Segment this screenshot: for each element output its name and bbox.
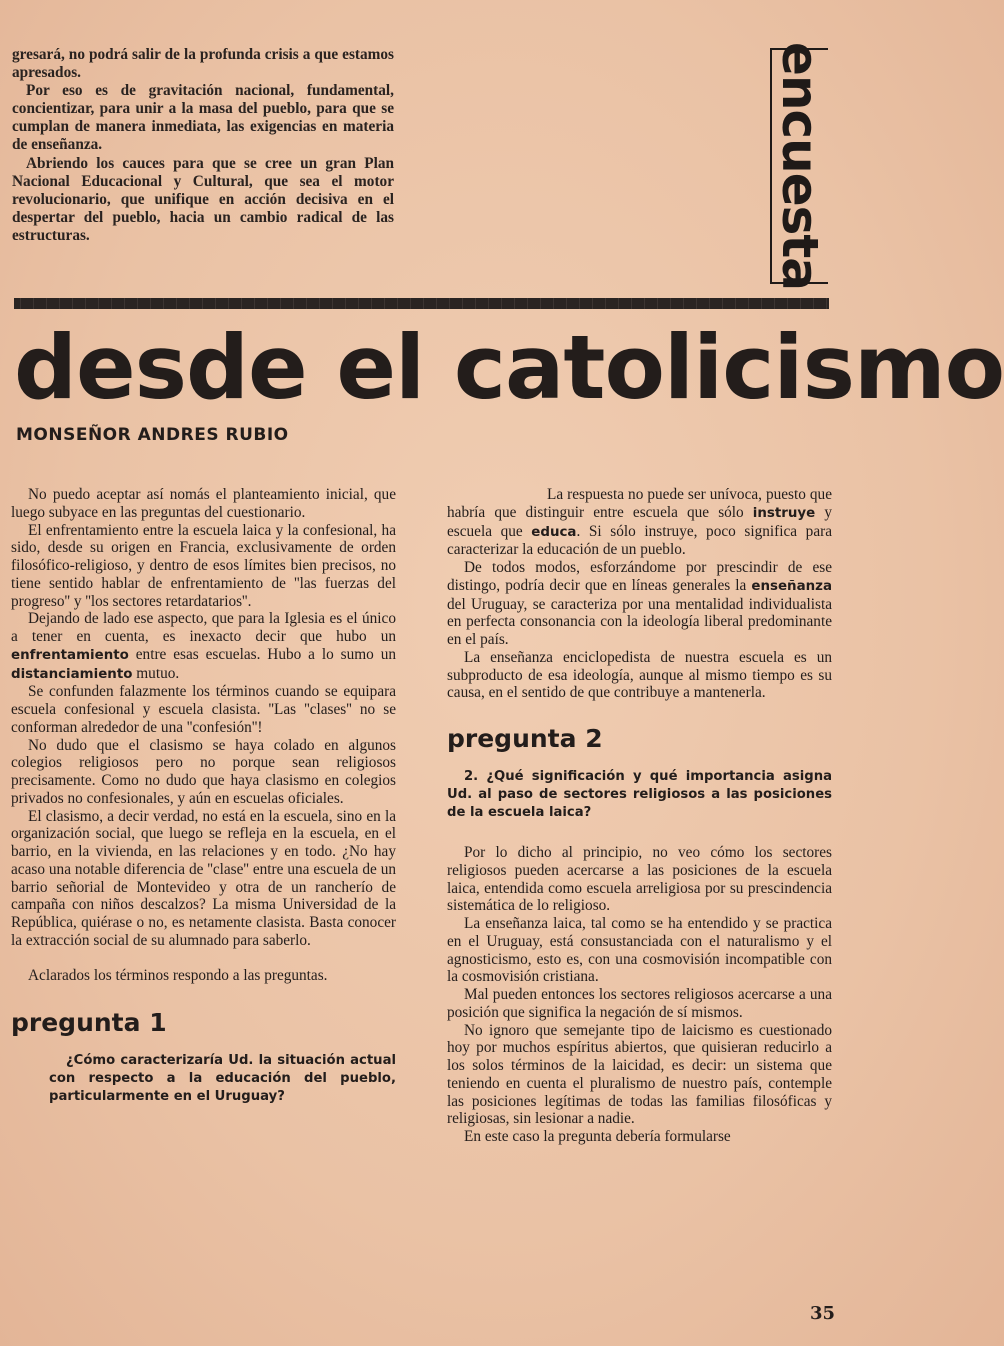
paragraph: Se confunden falazmente los términos cuando se equipara escuela confesional y escuela clasista. ''Las ''clases'' no se conforman alrededor de una ''confesión''!	[11, 683, 396, 736]
paragraph: gresará, no podrá salir de la profunda crisis a que estamos apresados.	[12, 46, 394, 82]
emphasis: enseñanza	[751, 578, 832, 594]
paragraph: El enfrentamiento entre la escuela laica y la confesional, ha sido, desde su origen en Francia, exclusivamente de orden filosófico-religioso, y dentro de esos límites bien precisos, no tiene sentido hablar de enfrentamiento de ''las fuerzas del progreso'' y ''los sectores retardatarios''.	[11, 521, 396, 610]
continued-article-text	[12, 46, 394, 245]
paragraph: Mal pueden entonces los sectores religiosos acercarse a una posición que significa la negación de sí mismos.	[447, 986, 832, 1021]
paragraph: No dudo que el clasismo se haya colado en algunos colegios religiosos pero no porque sean religiosos precisamente. Como no dudo que haya clasismo en colegios privados no confesionales, y aún en escuelas oficiales.	[11, 736, 396, 807]
question-heading: pregunta 1	[11, 1008, 167, 1038]
article-headline: desde el catolicismo	[14, 316, 1004, 419]
left-column	[11, 486, 396, 1106]
paragraph: Por lo dicho al principio, no veo cómo los sectores religiosos pueden acercarse a las posiciones de la escuela laica, entendida como escuela arreligiosa por su prescindencia sistemática de lo religioso.	[447, 844, 832, 915]
emphasis: enfrentamiento	[11, 647, 129, 663]
paragraph: En este caso la pregunta debería formularse	[464, 1128, 731, 1145]
paragraph: No puedo aceptar así nomás el planteamiento inicial, que luego subyace en las preguntas del cuestionario.	[11, 486, 396, 521]
paragraph: El clasismo, a decir verdad, no está en la escuela, sino en la organización social, que luego se refleja en la escuela, en el barrio, en la vivienda, en las relaciones y en todo. ¿No hay acaso una notable diferencia de ''clase'' entre una escuela de un barrio señorial de Montevideo y otra de un rancherío de campaña con niños descalzos? La misma Universidad de la República, quiérase o no, es netamente clasista. Basta conocer la extracción social de su alumnado para saberlo.	[11, 807, 396, 949]
paragraph: Dejando de lado ese aspecto, que para la Iglesia es el único a tener en cuenta, es inexacto decir que hubo un enfrentamiento entre esas escuelas. Hubo a lo sumo un distanciamiento mutuo.	[11, 610, 396, 682]
paragraph: Abriendo los cauces para que se cree un gran Plan Nacional Educacional y Cultural, que sea el motor revolucionario, que unifique en acción decisiva en el despertar del pueblo, hacia un cambio radical de las estructuras.	[12, 154, 394, 244]
paragraph: La respuesta no puede ser unívoca, puesto que habría que distinguir entre escuela que sólo instruye y escuela que educa. Si sólo instruye, poco significa para caracterizar la educación de un pueblo.	[447, 486, 832, 559]
right-column	[447, 486, 832, 1146]
section-tab	[770, 41, 829, 291]
emphasis: distanciamiento	[11, 666, 133, 682]
paragraph: La enseñanza enciclopedista de nuestra escuela es un subproducto de esa ideología, aunque al mismo tiempo es su causa, en el sentido de que contribuye a mantenerla.	[447, 648, 832, 702]
author-name: MONSEÑOR ANDRES RUBIO	[16, 425, 289, 445]
question-text: 2. ¿Qué significación y qué importancia asigna Ud. al paso de sectores religiosos a las posiciones de la escuela laica?	[447, 769, 832, 820]
emphasis: educa	[531, 524, 577, 540]
section-tab-label: encuesta	[771, 41, 829, 291]
emphasis: instruye	[752, 505, 816, 521]
question-heading: pregunta 2	[447, 724, 603, 753]
paragraph: De todos modos, esforzándome por prescindir de ese distingo, podría decir que en líneas generales la enseñanza del Uruguay, se caracteriza por una mentalidad individualista en perfecta consonancia con la ideología liberal predominante en el país.	[447, 559, 832, 648]
paragraph: La enseñanza laica, tal como se ha entendido y se practica en el Uruguay, está consustanciada con el naturalismo y el agnosticismo, esto es, con una cosmovisión incompatible con la cosmovisión cristiana.	[447, 915, 832, 986]
page-number: 35	[810, 1303, 836, 1324]
paragraph: Por eso es de gravitación nacional, fundamental, concientizar, para unir a la masa del pueblo, para que se cumplan de manera inmediata, las exigencias en materia de enseñanza.	[12, 82, 394, 154]
paragraph: Aclarados los términos respondo a las preguntas.	[28, 966, 328, 984]
paragraph: No ignoro que semejante tipo de laicismo es cuestionado hoy por muchos espíritus abiertos, que quisieran reducirlo a los solos términos de la laicidad, es decir: un sistema que teniendo en cuenta el pluralismo de nuestro país, contemple las posiciones legítimas de todas las familias filosóficas y religiosas, sin lesionar a nadie.	[447, 1021, 832, 1128]
question-text: ¿Cómo caracterizaría Ud. la situación actual con respecto a la educación del pueblo, particularmente en el Uruguay?	[49, 1053, 396, 1105]
divider-rule	[14, 298, 829, 309]
